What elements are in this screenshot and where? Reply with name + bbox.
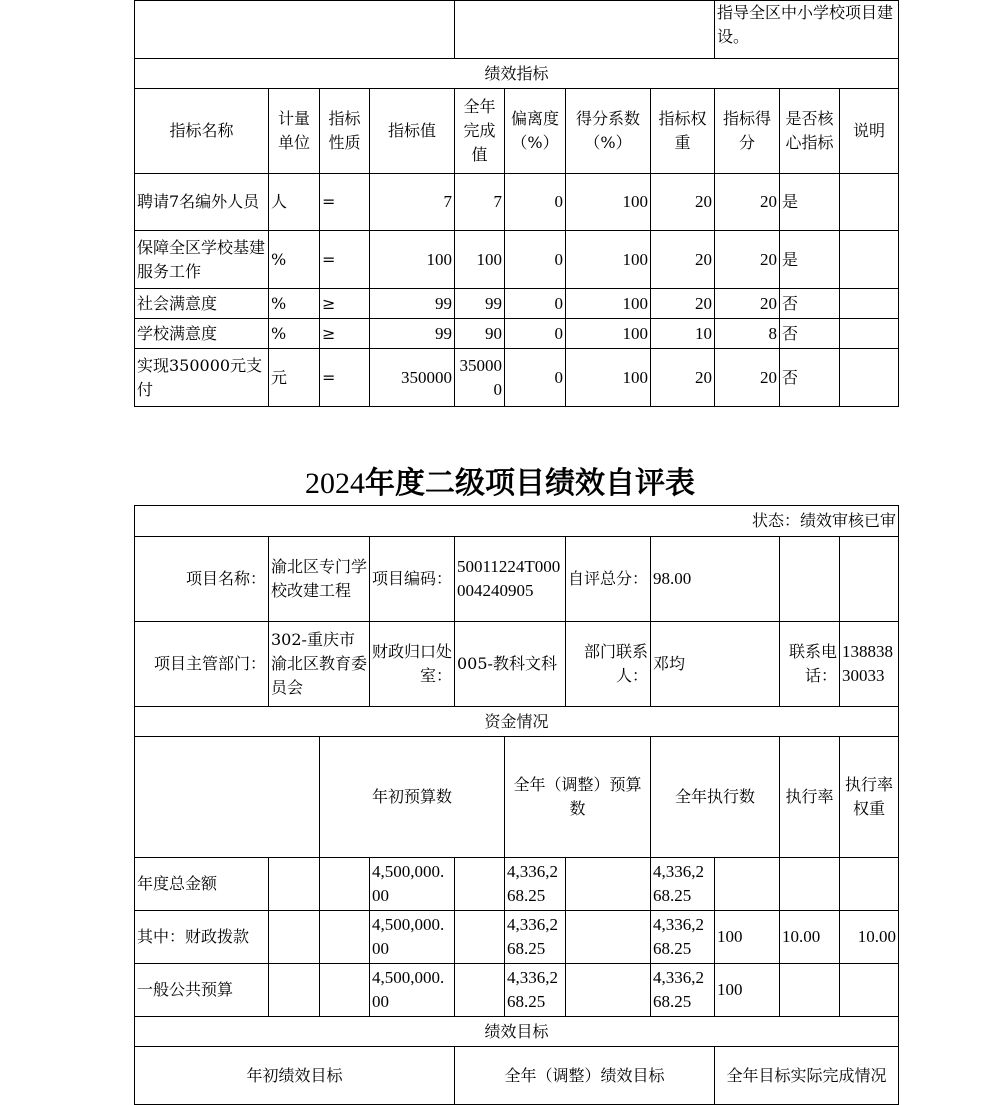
fund-label: 年度总金额 [135, 858, 269, 911]
fund-exec-weight [780, 858, 840, 911]
header-executed: 全年执行数 [651, 737, 780, 858]
blank-cell [135, 737, 320, 858]
indicator-deviation: 0 [505, 319, 566, 349]
indicator-target: 350000 [370, 349, 455, 407]
page-title [0, 458, 1000, 502]
indicator-target: 7 [370, 174, 455, 231]
header-actual: 全年完成值 [455, 89, 505, 174]
indicator-actual: 99 [455, 289, 505, 319]
indicator-score: 20 [715, 289, 780, 319]
section-title-funds: 资金情况 [135, 707, 899, 737]
status-badge: 状态：绩效审核已审 [135, 506, 899, 537]
score-value: 98.00 [651, 537, 780, 622]
indicator-actual: 7 [455, 174, 505, 231]
blank-cell [455, 858, 505, 911]
header-initial-goal: 年初绩效目标 [135, 1047, 455, 1105]
table-row [135, 289, 899, 319]
indicator-unit: % [269, 319, 320, 349]
fund-adjusted-budget: 4,336,268.25 [505, 964, 566, 1017]
header-score: 指标得分 [715, 89, 780, 174]
indicator-core: 否 [780, 349, 840, 407]
indicator-actual: 350000 [455, 349, 505, 407]
phone-value: 13883830033 [840, 622, 899, 707]
fund-initial-budget: 4,500,000.00 [370, 964, 455, 1017]
department-value: 302-重庆市渝北区教育委员会 [269, 622, 370, 707]
indicator-table [134, 0, 899, 407]
finance-office-label: 财政归口处室： [370, 622, 455, 707]
indicator-score: 8 [715, 319, 780, 349]
blank-cell [269, 964, 320, 1017]
fund-executed: 4,336,268.25 [651, 858, 715, 911]
header-core: 是否核心指标 [780, 89, 840, 174]
indicator-actual: 90 [455, 319, 505, 349]
fund-exec-score [840, 964, 899, 1017]
indicator-core: 否 [780, 289, 840, 319]
blank-cell [320, 911, 370, 964]
header-unit: 计量单位 [269, 89, 320, 174]
header-adjusted-goal: 全年（调整）绩效目标 [455, 1047, 715, 1105]
fund-exec-rate: 100 [715, 911, 780, 964]
header-nature: 指标性质 [320, 89, 370, 174]
blank-cell [455, 1, 715, 59]
indicator-nature: = [320, 174, 370, 231]
fund-initial-budget: 4,500,000.00 [370, 858, 455, 911]
project-code-label: 项目编码： [370, 537, 455, 622]
indicator-target: 99 [370, 319, 455, 349]
fund-label: 一般公共预算 [135, 964, 269, 1017]
indicator-weight: 20 [651, 289, 715, 319]
blank-cell [566, 964, 651, 1017]
blank-cell [269, 858, 320, 911]
blank-cell [455, 911, 505, 964]
indicator-score: 20 [715, 231, 780, 289]
indicator-note [840, 231, 899, 289]
project-name-value: 渝北区专门学校改建工程 [269, 537, 370, 622]
phone-label: 联系电话： [780, 622, 840, 707]
indicator-note [840, 349, 899, 407]
self-evaluation-table [134, 505, 899, 1105]
header-deviation: 偏离度（%） [505, 89, 566, 174]
indicator-core: 否 [780, 319, 840, 349]
table-row [135, 964, 899, 1017]
header-exec-rate: 执行率 [780, 737, 840, 858]
blank-cell [269, 911, 320, 964]
project-code-value: 50011224T000004240905 [455, 537, 566, 622]
indicator-name: 保障全区学校基建服务工作 [135, 231, 269, 289]
indicator-target: 100 [370, 231, 455, 289]
fund-exec-rate [715, 858, 780, 911]
indicator-unit: % [269, 231, 320, 289]
indicator-note [840, 174, 899, 231]
indicator-note [840, 289, 899, 319]
table-row [135, 319, 899, 349]
finance-office-value: 005-教科文科 [455, 622, 566, 707]
indicator-coefficient: 100 [566, 289, 651, 319]
header-weight: 指标权重 [651, 89, 715, 174]
fund-exec-score [840, 858, 899, 911]
fund-adjusted-budget: 4,336,268.25 [505, 858, 566, 911]
fund-label: 其中：财政拨款 [135, 911, 269, 964]
indicator-unit: 人 [269, 174, 320, 231]
blank-cell [566, 858, 651, 911]
blank-cell [135, 1, 455, 59]
indicator-name: 社会满意度 [135, 289, 269, 319]
title-year: 2024 [305, 467, 365, 500]
title-text: 年度二级项目绩效自评表 [365, 467, 695, 500]
table-row [135, 858, 899, 911]
department-label: 项目主管部门： [135, 622, 269, 707]
indicator-nature: ≥ [320, 319, 370, 349]
blank-cell [320, 964, 370, 1017]
indicator-deviation: 0 [505, 289, 566, 319]
header-exec-weight: 执行率权重 [840, 737, 899, 858]
indicator-coefficient: 100 [566, 349, 651, 407]
project-scope-text: 指导全区中小学校项目建设。 [715, 1, 899, 59]
indicator-actual: 100 [455, 231, 505, 289]
indicator-deviation: 0 [505, 231, 566, 289]
indicator-nature: = [320, 231, 370, 289]
fund-initial-budget: 4,500,000.00 [370, 911, 455, 964]
fund-exec-score: 10.00 [840, 911, 899, 964]
indicator-nature: = [320, 349, 370, 407]
header-coefficient: 得分系数（%） [566, 89, 651, 174]
indicator-note [840, 319, 899, 349]
indicator-score: 20 [715, 174, 780, 231]
indicator-deviation: 0 [505, 349, 566, 407]
contact-label: 部门联系人： [566, 622, 651, 707]
fund-adjusted-budget: 4,336,268.25 [505, 911, 566, 964]
header-initial-budget: 年初预算数 [320, 737, 505, 858]
indicator-deviation: 0 [505, 174, 566, 231]
blank-cell [840, 537, 899, 622]
header-note: 说明 [840, 89, 899, 174]
fund-exec-rate: 100 [715, 964, 780, 1017]
indicator-name: 实现350000元支付 [135, 349, 269, 407]
blank-cell [320, 858, 370, 911]
blank-cell [566, 911, 651, 964]
blank-cell [455, 964, 505, 1017]
table-row [135, 174, 899, 231]
header-target: 指标值 [370, 89, 455, 174]
indicator-weight: 10 [651, 319, 715, 349]
indicator-score: 20 [715, 349, 780, 407]
fund-exec-weight [780, 964, 840, 1017]
indicator-weight: 20 [651, 174, 715, 231]
indicator-name: 学校满意度 [135, 319, 269, 349]
project-name-label: 项目名称： [135, 537, 269, 622]
section-title-indicators: 绩效指标 [135, 59, 899, 89]
fund-executed: 4,336,268.25 [651, 911, 715, 964]
table-row [135, 231, 899, 289]
indicator-target: 99 [370, 289, 455, 319]
indicator-unit: % [269, 289, 320, 319]
indicator-coefficient: 100 [566, 319, 651, 349]
header-adjusted-budget: 全年（调整）预算数 [505, 737, 651, 858]
score-label: 自评总分： [566, 537, 651, 622]
indicator-coefficient: 100 [566, 174, 651, 231]
indicator-coefficient: 100 [566, 231, 651, 289]
header-indicator-name: 指标名称 [135, 89, 269, 174]
indicator-core: 是 [780, 231, 840, 289]
section-title-goals: 绩效目标 [135, 1017, 899, 1047]
blank-cell [780, 537, 840, 622]
indicator-name: 聘请7名编外人员 [135, 174, 269, 231]
indicator-unit: 元 [269, 349, 320, 407]
fund-executed: 4,336,268.25 [651, 964, 715, 1017]
table-row [135, 911, 899, 964]
indicator-weight: 20 [651, 349, 715, 407]
header-actual-completion: 全年目标实际完成情况 [715, 1047, 899, 1105]
indicator-weight: 20 [651, 231, 715, 289]
indicator-nature: ≥ [320, 289, 370, 319]
contact-value: 邓均 [651, 622, 780, 707]
indicator-core: 是 [780, 174, 840, 231]
fund-exec-weight: 10.00 [780, 911, 840, 964]
table-row [135, 349, 899, 407]
